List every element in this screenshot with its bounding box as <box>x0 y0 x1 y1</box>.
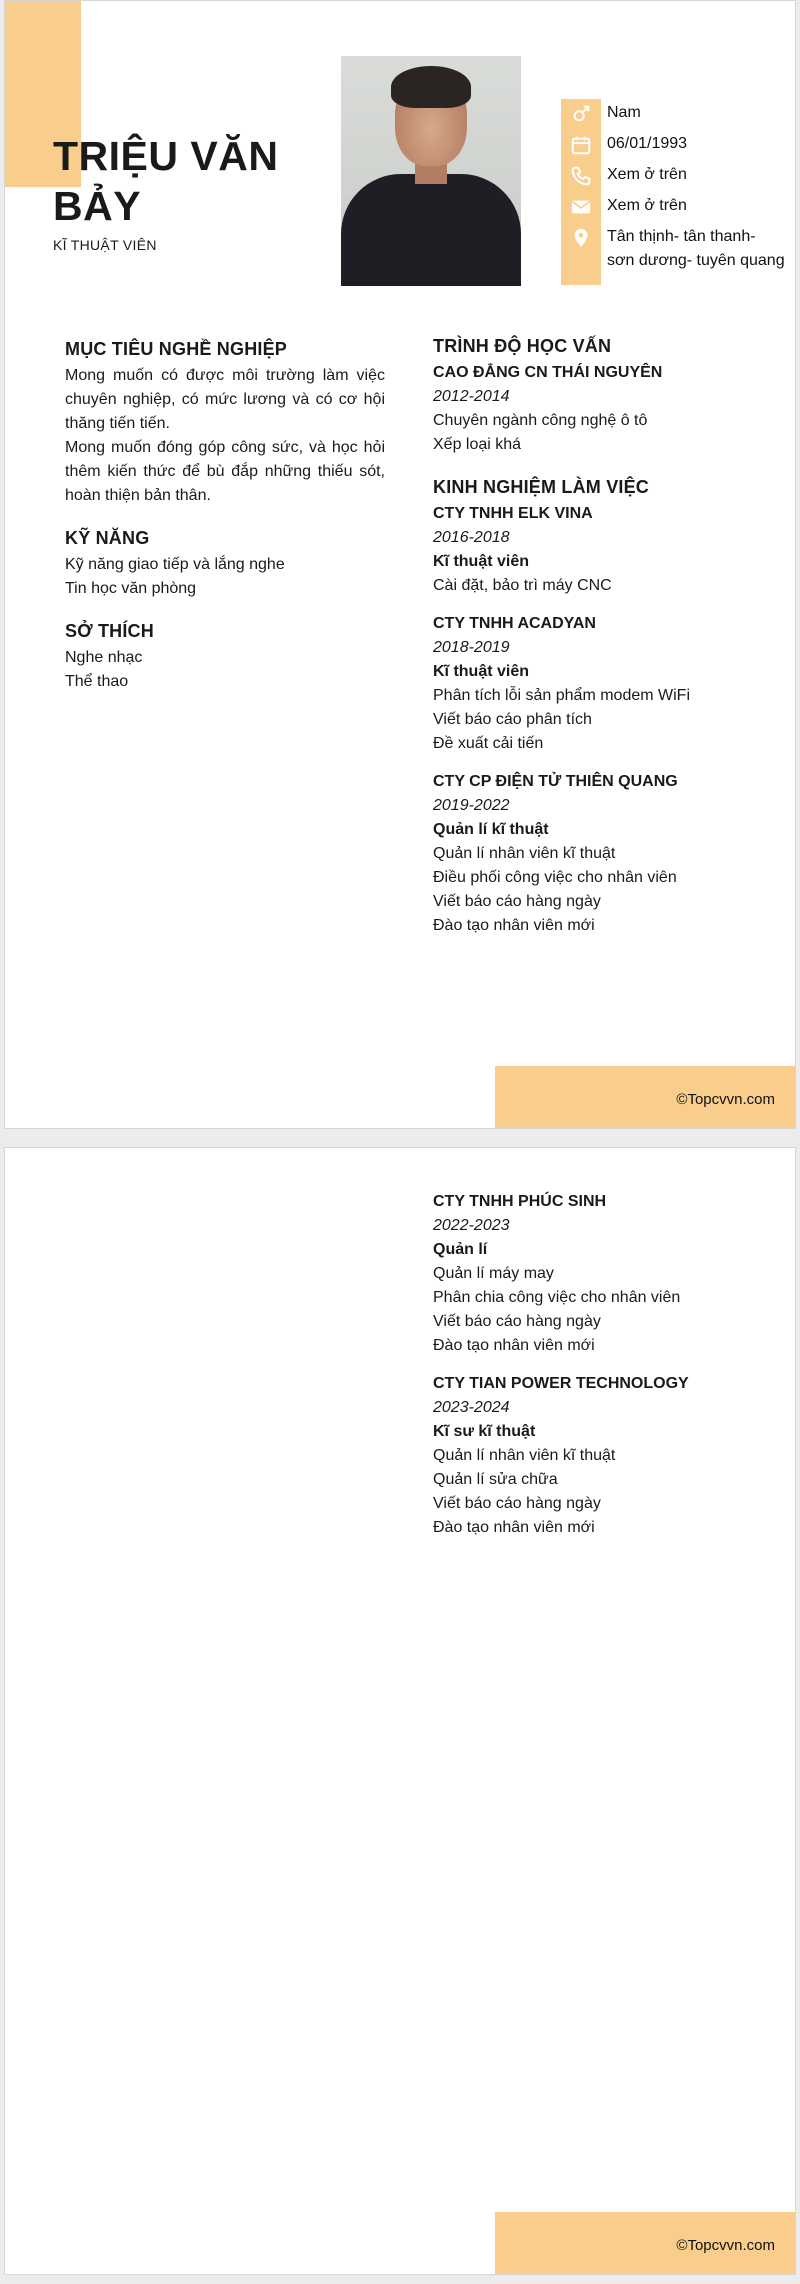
profile-photo <box>341 56 521 286</box>
job-entry <box>433 770 763 938</box>
contact-phone[interactable] <box>561 163 787 189</box>
objective-section <box>65 339 385 508</box>
contact-email[interactable] <box>561 194 787 220</box>
job-task: Đào tạo nhân viên mới <box>433 1519 595 1536</box>
contact-birthday-text: 06/01/1993 <box>607 135 688 152</box>
education-period: 2012-2014 <box>433 388 510 405</box>
job-role: Quản lí kĩ thuật <box>433 821 549 838</box>
job-period: 2023-2024 <box>433 1399 510 1416</box>
footer-credit: ©Topcvvn.com <box>676 1091 775 1108</box>
job-company: CTY TNHH ACADYAN <box>433 615 596 632</box>
objective-title: MỤC TIÊU NGHỀ NGHIỆP <box>65 339 288 359</box>
objective-paragraph: Mong muốn có được môi trường làm việc chuyên nghiệp, có mức lương và có cơ hội thăng tiến tiến. <box>65 367 385 432</box>
job-role: Quản lí <box>433 1241 488 1258</box>
contact-email-text: Xem ở trên <box>607 197 687 214</box>
email-icon <box>561 194 601 220</box>
cv-page-2 <box>4 1147 796 2275</box>
job-period: 2022-2023 <box>433 1217 510 1234</box>
hobbies-title: SỞ THÍCH <box>65 621 154 641</box>
job-task: Phân chia công việc cho nhân viên <box>433 1289 681 1306</box>
calendar-icon <box>561 132 601 158</box>
job-task: Viết báo cáo hàng ngày <box>433 1495 601 1512</box>
job-task: Cài đặt, bảo trì máy CNC <box>433 577 612 594</box>
hobbies-section <box>65 621 385 694</box>
school-name: CAO ĐẲNG CN THÁI NGUYÊN <box>433 364 663 381</box>
objective-paragraph: Mong muốn đóng góp công sức, và học hỏi thêm kiến thức để bù đắp những thiếu sót, hoàn thiện bản thân. <box>65 439 385 504</box>
footer-credit: ©Topcvvn.com <box>676 2237 775 2254</box>
left-column <box>65 339 385 714</box>
hobby-item: Nghe nhạc <box>65 649 143 666</box>
job-role: Kĩ sư kĩ thuật <box>433 1423 536 1440</box>
job-task: Quản lí nhân viên kĩ thuật <box>433 1447 616 1464</box>
job-company: CTY TNHH ELK VINA <box>433 505 593 522</box>
education-detail: Chuyên ngành công nghệ ô tô <box>433 412 648 429</box>
job-role: Kĩ thuật viên <box>433 663 530 680</box>
job-period: 2016-2018 <box>433 529 510 546</box>
contact-address-text: Tân thịnh- tân thanh- sơn dương- tuyên quang <box>607 228 785 269</box>
job-company: CTY CP ĐIỆN TỬ THIÊN QUANG <box>433 773 678 790</box>
job-task: Viết báo cáo phân tích <box>433 711 592 728</box>
contact-gender <box>561 101 787 127</box>
job-task: Phân tích lỗi sản phẩm modem WiFi <box>433 687 690 704</box>
job-period: 2018-2019 <box>433 639 510 656</box>
job-company: CTY TNHH PHÚC SINH <box>433 1193 607 1210</box>
contact-phone-text: Xem ở trên <box>607 166 687 183</box>
job-entry <box>433 1372 763 1540</box>
job-entry <box>433 612 763 756</box>
job-task: Quản lí máy may <box>433 1265 554 1282</box>
contact-gender-text: Nam <box>607 104 641 121</box>
contact-address <box>561 225 787 273</box>
job-task: Điều phối công việc cho nhân viên <box>433 869 677 886</box>
skill-item: Kỹ năng giao tiếp và lắng nghe <box>65 556 285 573</box>
job-period: 2019-2022 <box>433 797 510 814</box>
candidate-job-title: KĨ THUẬT VIÊN <box>53 237 157 253</box>
job-company: CTY TIAN POWER TECHNOLOGY <box>433 1375 689 1392</box>
job-role: Kĩ thuật viên <box>433 553 530 570</box>
right-column <box>433 336 763 952</box>
contact-birthday <box>561 132 787 158</box>
job-entry <box>433 502 763 598</box>
job-task: Đề xuất cải tiến <box>433 735 544 752</box>
skills-title: KỸ NĂNG <box>65 528 150 548</box>
education-title: TRÌNH ĐỘ HỌC VẤN <box>433 336 612 356</box>
job-task: Đào tạo nhân viên mới <box>433 1337 595 1354</box>
skill-item: Tin học văn phòng <box>65 580 197 597</box>
job-task: Viết báo cáo hàng ngày <box>433 1313 601 1330</box>
job-task: Quản lí sửa chữa <box>433 1471 558 1488</box>
job-task: Quản lí nhân viên kĩ thuật <box>433 845 616 862</box>
job-task: Đào tạo nhân viên mới <box>433 917 595 934</box>
job-entry <box>433 1190 763 1358</box>
cv-page-1 <box>4 0 796 1129</box>
experience-section <box>433 477 763 938</box>
education-section <box>433 336 763 457</box>
education-detail: Xếp loại khá <box>433 436 522 453</box>
location-icon <box>561 225 601 251</box>
gender-icon <box>561 101 601 127</box>
candidate-name: TRIỆU VĂN BẢY <box>53 133 279 229</box>
job-task: Viết báo cáo hàng ngày <box>433 893 601 910</box>
hobby-item: Thể thao <box>65 673 129 690</box>
experience-title: KINH NGHIỆM LÀM VIỆC <box>433 477 650 497</box>
right-column-continued <box>433 1190 763 1554</box>
phone-icon <box>561 163 601 189</box>
skills-section <box>65 528 385 601</box>
